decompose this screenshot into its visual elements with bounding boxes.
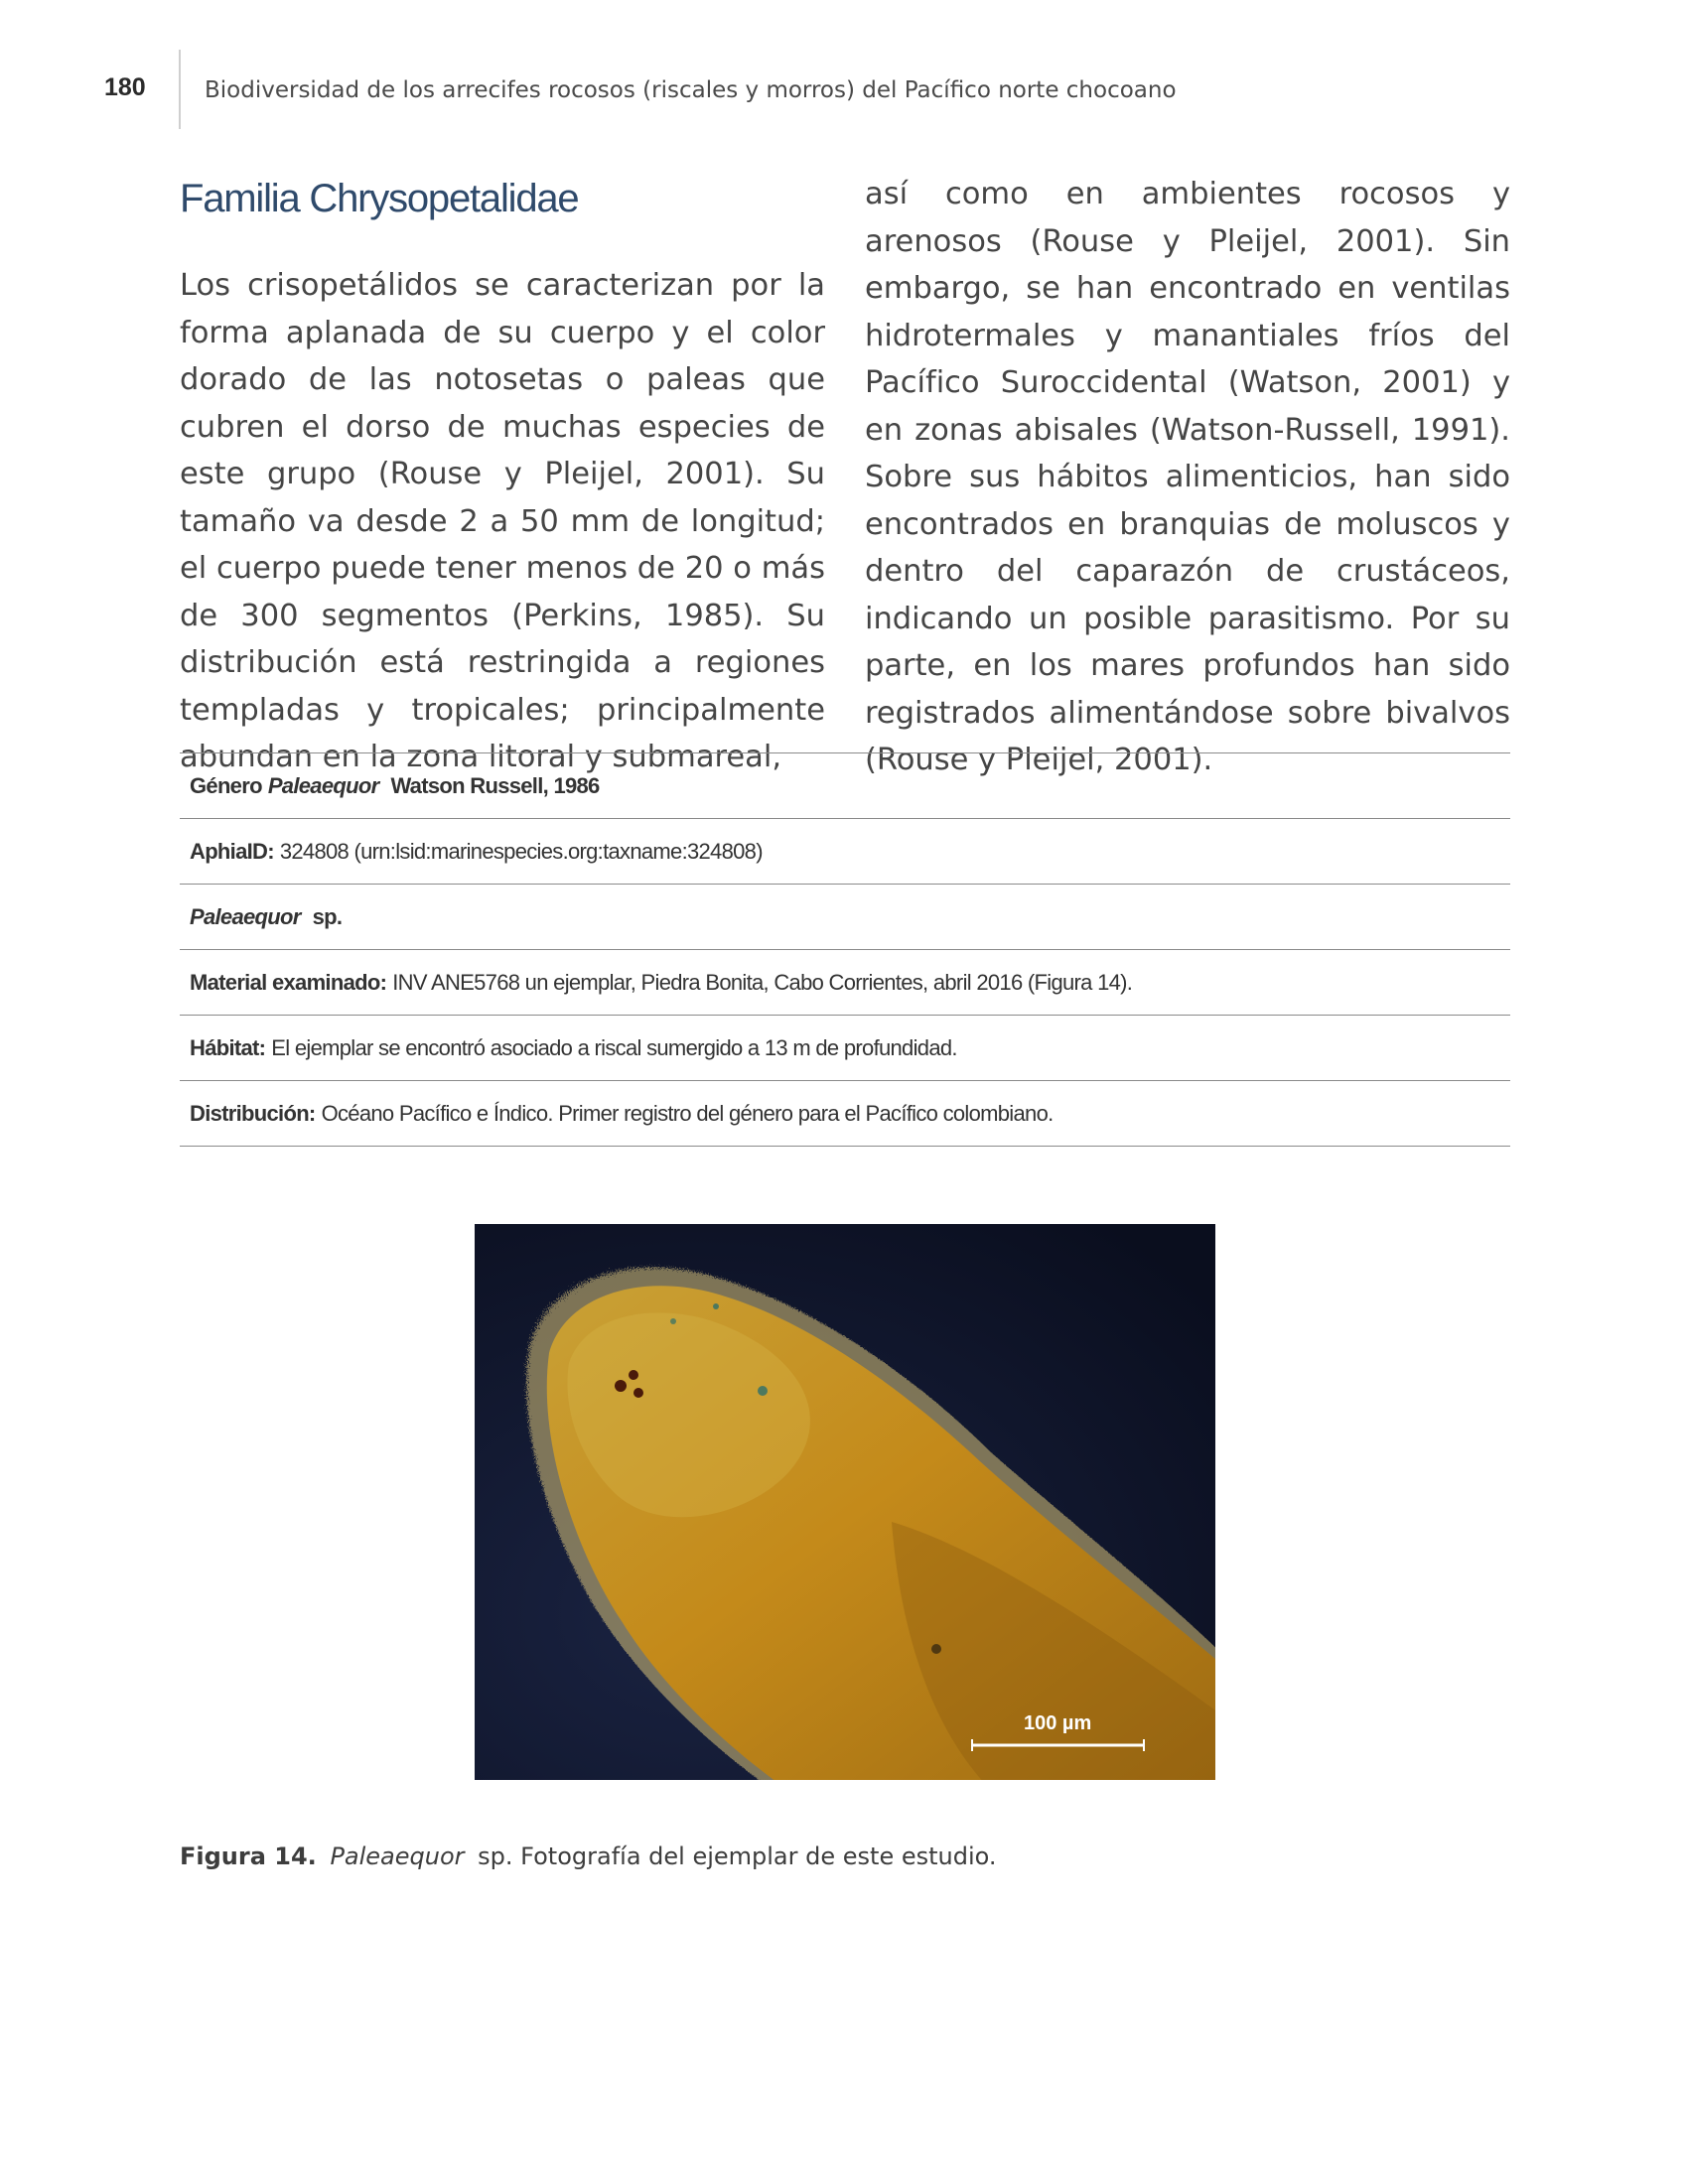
- species-name: Paleaequor: [190, 903, 301, 929]
- paragraph-left: Los crisopetálidos se caracterizan por la forma aplanada de su cuerpo y el color dorado de las notosetas o paleas que cubren el dorso de muchas especies de este grupo (Rouse y Pleijel, 2001). Su tamaño va desde 2 a 50 mm de longitud; el cuerpo puede tener menos de 20 o más de 300 segmentos (Perkins, 1985). Su distribución está restringida a regiones templadas y tropicales; principalmente abundan en la zona litoral y submareal,: [180, 268, 825, 774]
- specimen-photo: [475, 1224, 1215, 1780]
- material-label: Material examinado:: [190, 969, 387, 995]
- aphia-value: 324808 (urn:lsid:marinespecies.org:taxname:324808): [279, 838, 763, 864]
- page-number: 180: [104, 73, 146, 101]
- taxon-row-genus: [180, 753, 1510, 819]
- taxon-row-aphia: [180, 819, 1510, 885]
- habitat-value: El ejemplar se encontró asociado a riscal sumergido a 13 m de profundidad.: [271, 1034, 957, 1060]
- caption-taxon: Paleaequor: [330, 1843, 465, 1870]
- aphia-label: AphiaID:: [190, 838, 274, 864]
- genus-name: Paleaequor: [267, 772, 379, 798]
- taxon-table: [180, 752, 1510, 1147]
- taxon-row-habitat: [180, 1016, 1510, 1081]
- species-suffix: sp.: [312, 903, 343, 929]
- distribution-label: Distribución:: [190, 1100, 316, 1126]
- caption-text: sp. Fotografía del ejemplar de este estudio.: [478, 1843, 997, 1870]
- caption-label: Figura 14.: [180, 1843, 317, 1870]
- specimen-illustration: [475, 1224, 1215, 1780]
- figure-caption: [180, 1843, 997, 1870]
- right-column: [865, 171, 1510, 784]
- genus-prefix: Género: [190, 772, 262, 798]
- taxon-row-material: [180, 950, 1510, 1016]
- taxon-row-species: [180, 885, 1510, 950]
- left-column: [180, 169, 825, 781]
- material-value: INV ANE5768 un ejemplar, Piedra Bonita, Cabo Corrientes, abril 2016 (Figura 14).: [392, 969, 1133, 995]
- distribution-value: Océano Pacífico e Índico. Primer registro del género para el Pacífico colombiano.: [321, 1100, 1054, 1126]
- running-title: Biodiversidad de los arrecifes rocosos (riscales y morros) del Pacífico norte chocoano: [205, 77, 1177, 103]
- genus-authority: Watson Russell, 1986: [390, 772, 600, 798]
- taxon-row-distribution: [180, 1081, 1510, 1147]
- paragraph-right: así como en ambientes rocosos y arenosos (Rouse y Pleijel, 2001). Sin embargo, se han encontrado en ventilas hidrotermales y manantiales fríos del Pacífico Suroccidental (Watson, 2001) y en zonas abisales (Watson-Russell, 1991). Sobre sus hábitos alimenticios, han sido encontrados en branquias de moluscos y dentro del caparazón de crustáceos, indicando un posible parasitismo. Por su parte, en los mares profundos han sido registrados alimentándose sobre bivalvos (Rouse y Pleijel, 2001).: [865, 177, 1510, 777]
- header-divider: [179, 50, 181, 129]
- section-heading: Familia Chrysopetalidae: [180, 177, 579, 220]
- habitat-label: Hábitat:: [190, 1034, 266, 1060]
- scale-bar-label: 100 µm: [1024, 1712, 1092, 1734]
